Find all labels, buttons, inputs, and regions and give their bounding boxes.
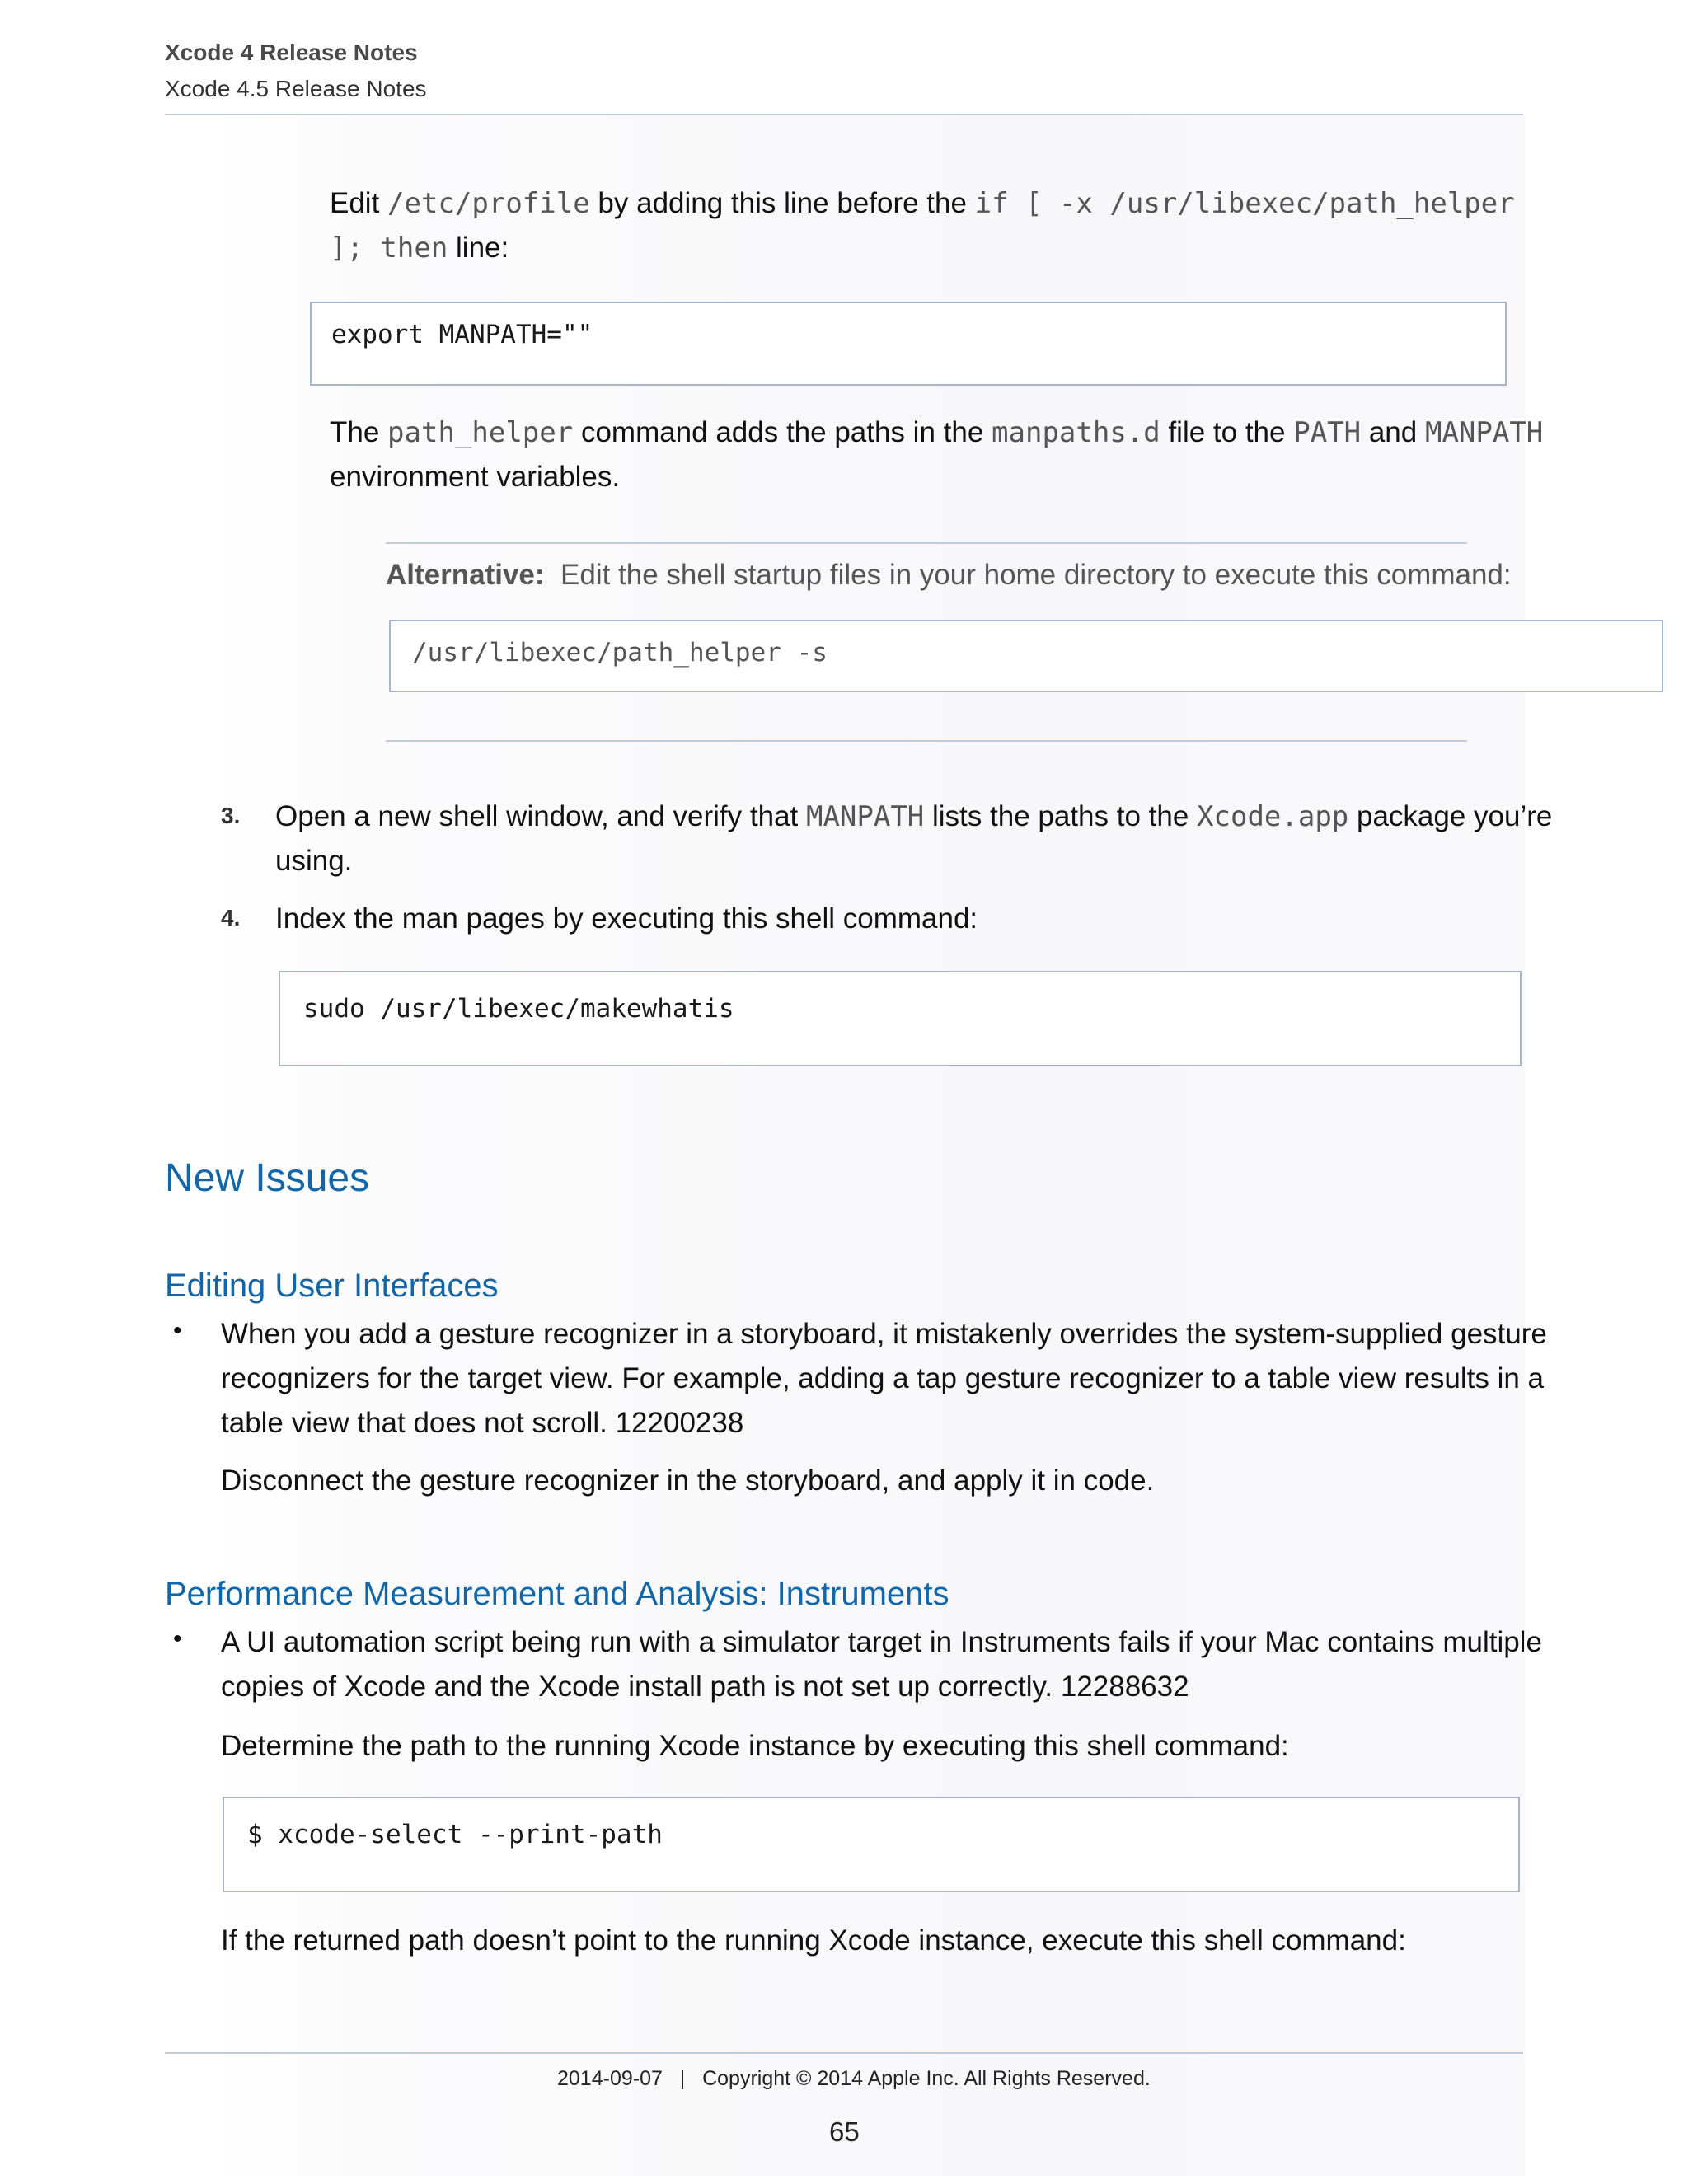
step3-text-a: Open a new shell window, and verify that (275, 800, 806, 832)
footer-divider (165, 2052, 1523, 2054)
step-3-line2: using. (275, 845, 353, 877)
code-export-manpath: export MANPATH="" (331, 320, 593, 349)
code-block-path-helper (389, 620, 1663, 692)
edit-profile-line2 (330, 226, 509, 270)
editing-issue-line3: table view that does not scroll. 12200238 (221, 1407, 744, 1439)
p2-text-a: The (330, 416, 388, 448)
instruments-determine-text: Determine the path to the running Xcode instance by executing this shell command: (221, 1730, 1289, 1762)
edit-prefix-text: Edit (330, 187, 388, 219)
footer-line (557, 2067, 1151, 2091)
p2-code-manpath: MANPATH (1424, 416, 1544, 449)
new-issues-heading: New Issues (165, 1156, 370, 1200)
instruments-issue-line1: A UI automation script being run with a simulator target in Instruments fails if your Mac contains multiple (221, 1626, 1542, 1658)
editing-bullet: • (173, 1317, 182, 1344)
chapter-title: Xcode 4.5 Release Notes (165, 76, 427, 101)
edit-condition-code: if [ -x /usr/libexec/path_helper (974, 187, 1515, 220)
code-block-xcode-select (223, 1797, 1520, 1892)
step3-code-manpath: MANPATH (805, 800, 925, 833)
instruments-bullet: • (173, 1625, 182, 1652)
step3-code-xcode-app: Xcode.app (1197, 800, 1349, 833)
p2-text-d: and (1361, 416, 1425, 448)
footer-separator: | (679, 2067, 686, 2090)
code-block-export-manpath (310, 302, 1507, 386)
instruments-if-returned-text: If the returned path doesn’t point to the running Xcode instance, execute this shell command: (221, 1924, 1406, 1957)
page-number: 65 (829, 2116, 860, 2147)
instruments-issue-line2: copies of Xcode and the Xcode install path is not set up correctly. 12288632 (221, 1671, 1189, 1703)
p2-text-b: command adds the paths in the (573, 416, 992, 448)
edit-profile-line1 (330, 181, 1515, 226)
step-number-3: 3. (221, 803, 241, 828)
edit-file-code: /etc/profile (387, 187, 590, 220)
code-xcode-select: $ xcode-select --print-path (247, 1820, 663, 1849)
step3-text-c: package you’re (1348, 800, 1553, 832)
code-path-helper-s: /usr/libexec/path_helper -s (412, 638, 828, 668)
alternative-top-divider (386, 542, 1467, 544)
alternative-text: Edit the shell startup files in your home directory to execute this command: (560, 559, 1512, 591)
p2-code-path: PATH (1293, 416, 1362, 449)
editing-workaround: Disconnect the gesture recognizer in the storyboard, and apply it in code. (221, 1465, 1155, 1497)
step-3-line1 (275, 794, 1552, 839)
instruments-heading: Performance Measurement and Analysis: Instruments (165, 1576, 950, 1612)
code-makewhatis: sudo /usr/libexec/makewhatis (303, 994, 734, 1024)
p2-code-manpaths: manpaths.d (992, 416, 1160, 449)
step3-text-b: lists the paths to the (924, 800, 1198, 832)
step-4-text: Index the man pages by executing this shell command: (275, 902, 978, 935)
alternative-note (386, 559, 1512, 592)
editing-issue-line2: recognizers for the target view. For example, adding a tap gesture recognizer to a table view results in a (221, 1362, 1545, 1394)
header-divider (165, 114, 1523, 115)
p2-text-c: file to the (1160, 416, 1294, 448)
editing-ui-heading: Editing User Interfaces (165, 1268, 499, 1304)
footer-copyright: Copyright © 2014 Apple Inc. All Rights Reserved. (702, 2067, 1151, 2090)
footer-date: 2014-09-07 (557, 2067, 663, 2090)
step-number-4: 4. (221, 905, 241, 930)
path-helper-paragraph-line2: environment variables. (330, 461, 621, 493)
edit-then-code: ]; then (330, 232, 448, 265)
editing-issue-line1: When you add a gesture recognizer in a storyboard, it mistakenly overrides the system-supplied gesture (221, 1318, 1547, 1350)
path-helper-paragraph-line1 (330, 410, 1543, 455)
book-title: Xcode 4 Release Notes (165, 40, 418, 65)
alternative-label: Alternative: (386, 559, 545, 591)
p2-code-path-helper: path_helper (387, 416, 574, 449)
edit-mid-text: by adding this line before the (589, 187, 975, 219)
alternative-bottom-divider (386, 740, 1467, 742)
code-block-makewhatis (279, 971, 1522, 1066)
edit-suffix-text: line: (448, 232, 509, 264)
